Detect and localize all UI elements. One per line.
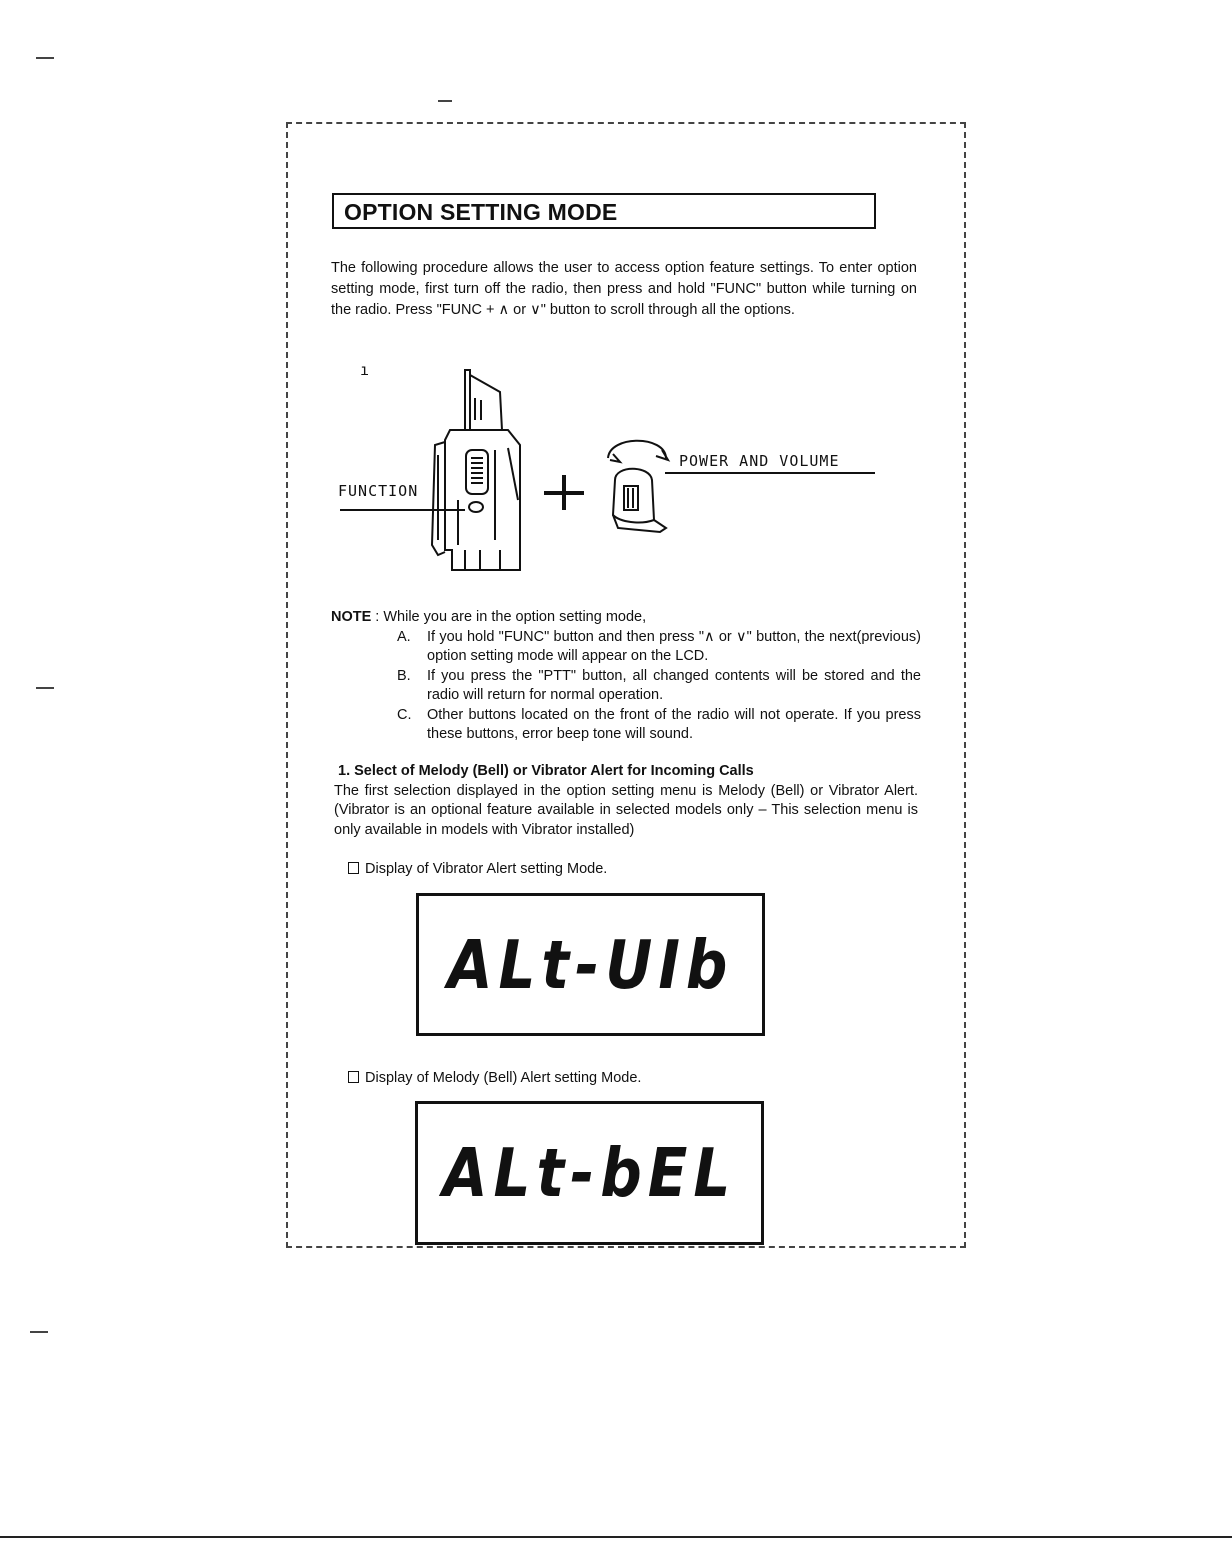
section-melody-vibrator	[334, 762, 918, 840]
note-marker: A.	[397, 628, 411, 645]
lcd-readout: ALt-UIb	[447, 925, 734, 1004]
bottom-edge-line	[0, 1536, 1232, 1538]
note-item-text: If you hold "FUNC" button and then press "∧ or ∨" button, the next(previous) option setting mode will appear on the LCD.	[427, 628, 921, 664]
caption-text: Display of Vibrator Alert setting Mode.	[365, 861, 608, 877]
intro-paragraph: The following procedure allows the user to access option feature settings. To enter option setting mode, first turn off the radio, then press and hold "FUNC" button while turning on the radio. Press "FUNC + ∧ or ∨" button to scroll through all the options.	[331, 260, 917, 318]
note-item-text: Other buttons located on the front of the radio will not operate. If you press these buttons, error beep tone will sound.	[427, 706, 921, 742]
power-volume-label: POWER AND VOLUME	[679, 452, 840, 470]
scan-mark	[36, 57, 54, 59]
section-title: 1. Select of Melody (Bell) or Vibrator Alert for Incoming Calls	[338, 763, 754, 779]
display-caption-melody	[348, 1070, 641, 1086]
note-label: NOTE	[331, 609, 372, 625]
note-block	[331, 608, 921, 745]
note-item	[397, 628, 921, 667]
scan-mark	[36, 687, 54, 689]
note-item-text: If you press the "PTT" button, all changed contents will be stored and the radio will return for normal operation.	[427, 667, 921, 703]
section-body: The first selection displayed in the option setting menu is Melody (Bell) or Vibrator Alert. (Vibrator is an optional feature available in selected models only – This selection menu is only available in models with Vibrator installed)	[334, 782, 918, 838]
caption-text: Display of Melody (Bell) Alert setting Mode.	[365, 1070, 642, 1086]
note-marker: B.	[397, 667, 411, 684]
function-label: FUNCTION	[338, 482, 419, 500]
scan-mark	[438, 100, 452, 102]
lcd-display-vibrator	[416, 893, 765, 1036]
checkbox-icon	[348, 862, 359, 874]
display-caption-vibrator	[348, 861, 607, 877]
lcd-readout: ALt-bEL	[442, 1133, 737, 1213]
lcd-display-melody	[415, 1101, 764, 1245]
page-title: OPTION SETTING MODE	[332, 193, 876, 229]
note-item	[397, 706, 921, 745]
checkbox-icon	[348, 1071, 359, 1083]
scan-mark	[30, 1331, 48, 1333]
tick-mark: ı	[360, 361, 371, 379]
note-intro-text: : While you are in the option setting mode,	[371, 609, 647, 625]
note-marker: C.	[397, 706, 412, 723]
note-list	[331, 628, 921, 745]
radio-illustration	[330, 360, 890, 580]
note-item	[397, 667, 921, 706]
note-intro	[331, 608, 921, 628]
radio-drawing	[330, 360, 890, 580]
